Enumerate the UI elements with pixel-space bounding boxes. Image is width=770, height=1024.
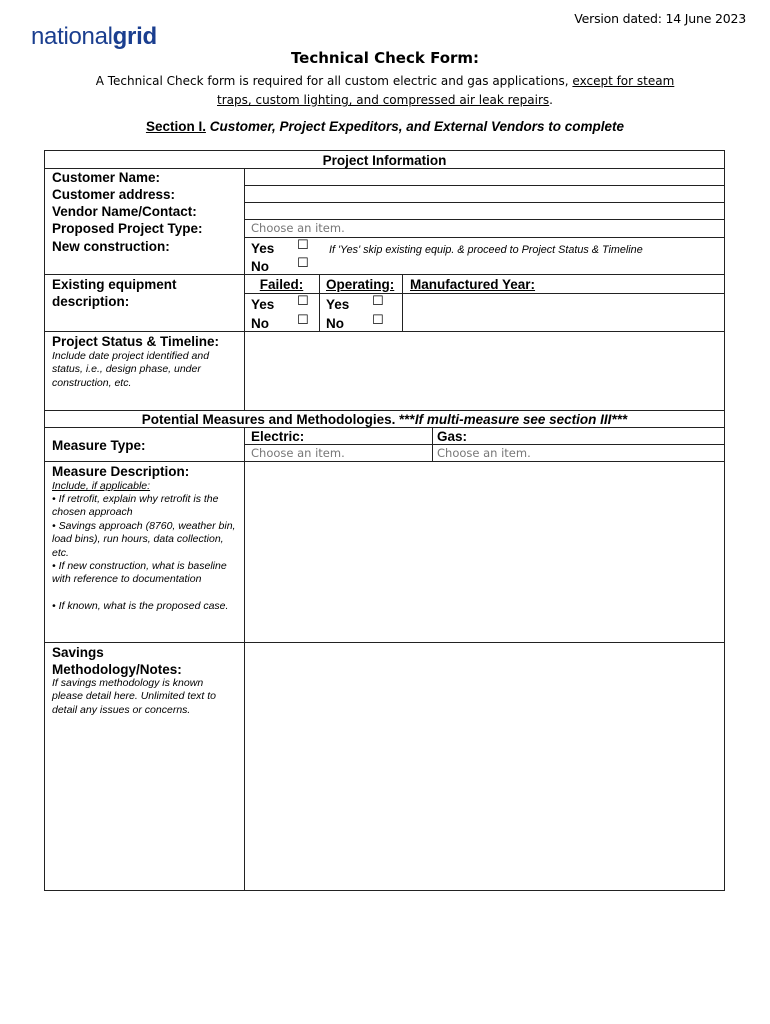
savings-methodology-field[interactable]	[245, 643, 724, 890]
new-construction-label: New construction:	[52, 239, 170, 254]
divider	[44, 274, 725, 275]
section-heading	[0, 119, 770, 134]
vendor-field[interactable]	[245, 203, 724, 219]
measure-description-field[interactable]	[245, 462, 724, 641]
operating-no-checkbox[interactable]: ☐	[372, 313, 384, 328]
divider	[319, 274, 320, 331]
customer-name-field[interactable]	[245, 169, 724, 185]
form-intro	[90, 72, 680, 110]
intro-exceptions: except for steam traps, custom lighting, and compressed air leak repairs	[217, 74, 675, 107]
measure-description-label: Measure Description:	[52, 464, 190, 479]
project-status-label: Project Status & Timeline:	[52, 334, 220, 349]
measure-hint-item: • If new construction, what is baseline with reference to documentation	[52, 560, 227, 586]
measure-hint-item: • If known, what is the proposed case.	[52, 600, 229, 612]
savings-methodology-label: Savings Methodology/Notes:	[52, 645, 182, 677]
operating-header: Operating:	[326, 277, 395, 292]
gas-label: Gas:	[437, 429, 468, 444]
project-type-dropdown[interactable]: Choose an item.	[251, 221, 345, 235]
gas-measure-dropdown[interactable]: Choose an item.	[437, 446, 531, 460]
nc-yes-label: Yes	[251, 241, 275, 256]
electric-label: Electric:	[251, 429, 305, 444]
customer-address-field[interactable]	[245, 186, 724, 202]
measures-heading-note: If multi-measure see section III***	[414, 412, 628, 427]
section-number: Section I.	[145, 119, 206, 134]
measure-type-label: Measure Type:	[52, 438, 146, 453]
failed-yes-label: Yes	[251, 297, 275, 312]
failed-yes-checkbox[interactable]: ☐	[297, 294, 309, 309]
project-status-field[interactable]	[245, 332, 724, 409]
manufactured-year-header: Manufactured Year:	[410, 277, 536, 292]
project-info-heading: Project Information	[322, 153, 447, 168]
divider	[244, 237, 725, 238]
measure-hint-item: • Savings approach (8760, weather bin, load bins), run hours, data collection, etc.	[52, 520, 236, 559]
measure-description-hint-title: Include, if applicable:	[52, 480, 151, 492]
manufactured-year-field[interactable]	[403, 294, 724, 330]
electric-measure-dropdown[interactable]: Choose an item.	[251, 446, 345, 460]
operating-yes-label: Yes	[326, 297, 350, 312]
intro-text: A Technical Check form is required for all custom electric and gas applications,	[95, 74, 573, 88]
divider	[244, 444, 725, 445]
failed-no-checkbox[interactable]: ☐	[297, 313, 309, 328]
divider	[432, 427, 433, 461]
project-type-label: Proposed Project Type:	[52, 221, 203, 236]
intro-end: .	[549, 93, 553, 107]
national-grid-logo	[31, 23, 157, 51]
logo-text-light: national	[31, 23, 113, 50]
nc-yes-checkbox[interactable]: ☐	[297, 238, 309, 253]
new-construction-note: If 'Yes' skip existing equip. & proceed to Project Status & Timeline	[329, 244, 643, 256]
form-title: Technical Check Form:	[290, 49, 480, 67]
measure-hint-item: • If retrofit, explain why retrofit is the chosen approach	[52, 493, 219, 519]
measures-heading	[44, 411, 725, 428]
customer-address-label: Customer address:	[52, 187, 176, 202]
logo-text-bold: grid	[112, 23, 157, 50]
vendor-label: Vendor Name/Contact:	[52, 204, 197, 219]
failed-header: Failed:	[259, 277, 304, 292]
measures-heading-text: Potential Measures and Methodologies. ***	[141, 412, 415, 427]
operating-yes-checkbox[interactable]: ☐	[372, 294, 384, 309]
version-date: Version dated: 14 June 2023	[574, 11, 746, 26]
savings-methodology-hint: If savings methodology is known please detail here. Unlimited text to detail any issues or concerns.	[52, 677, 217, 716]
nc-no-checkbox[interactable]: ☐	[297, 256, 309, 271]
customer-name-label: Customer Name:	[52, 170, 161, 185]
project-status-hint: Include date project identified and status, i.e., design phase, under construction, etc.	[52, 350, 210, 389]
operating-no-label: No	[326, 316, 344, 331]
failed-no-label: No	[251, 316, 269, 331]
nc-no-label: No	[251, 259, 269, 274]
existing-equipment-label: Existing equipment description:	[52, 277, 177, 309]
divider	[244, 219, 725, 220]
section-title: Customer, Project Expeditors, and External Vendors to complete	[205, 119, 625, 134]
